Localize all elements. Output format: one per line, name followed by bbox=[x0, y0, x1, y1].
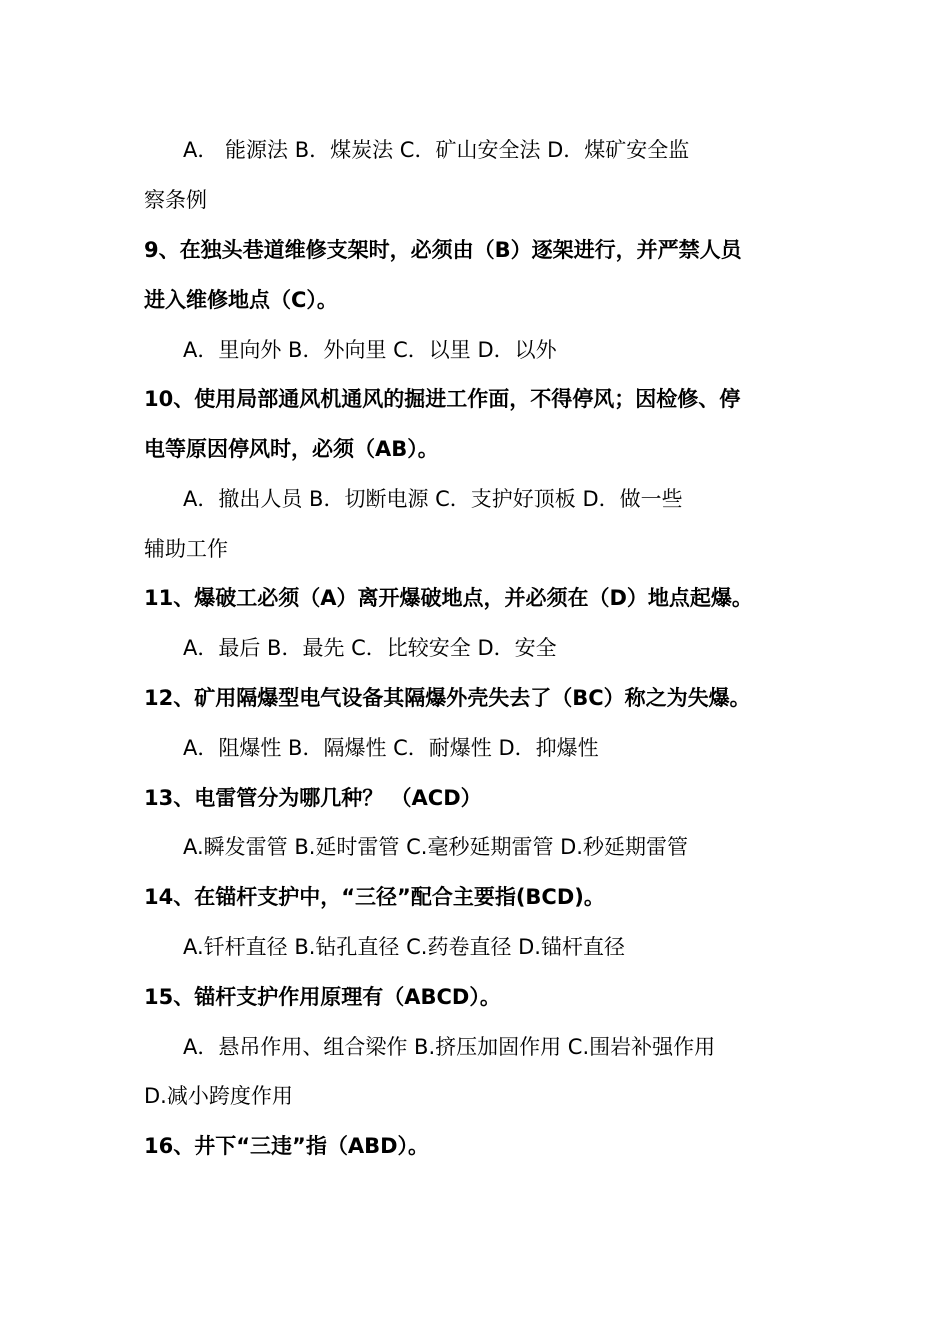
q12-options: A．阻爆性 B．隔爆性 C．耐爆性 D．抑爆性 bbox=[183, 736, 599, 760]
q15-question: 15、锚杆支护作用原理有（ABCD）。 bbox=[144, 985, 501, 1009]
q12-question: 12、矿用隔爆型电气设备其隔爆外壳失去了（BC）称之为失爆。 bbox=[144, 686, 751, 710]
q16-question: 16、井下“三违”指（ABD）。 bbox=[144, 1134, 430, 1158]
q9-question-continuation: 进入维修地点（C）。 bbox=[144, 288, 338, 312]
q10-question-continuation: 电等原因停风时，必须（AB）。 bbox=[144, 437, 439, 461]
q15-options-continuation: D.减小跨度作用 bbox=[144, 1084, 293, 1108]
q14-question: 14、在锚杆支护中，“三径”配合主要指(BCD)。 bbox=[144, 885, 605, 909]
q15-options: A．悬吊作用、组合梁作 B.挤压加固作用 C.围岩补强作用 bbox=[183, 1035, 716, 1059]
q10-options: A．撤出人员 B．切断电源 C．支护好顶板 D．做一些 bbox=[183, 487, 683, 511]
q8-options: A． 能源法 B．煤炭法 C．矿山安全法 D．煤矿安全监 bbox=[183, 138, 690, 162]
q11-options: A．最后 B．最先 C．比较安全 D．安全 bbox=[183, 636, 557, 660]
q13-options: A.瞬发雷管 B.延时雷管 C.毫秒延期雷管 D.秒延期雷管 bbox=[183, 835, 688, 859]
q8-options-continuation: 察条例 bbox=[144, 188, 207, 212]
q14-options: A.钎杆直径 B.钻孔直径 C.药卷直径 D.锚杆直径 bbox=[183, 935, 625, 959]
q9-options: A．里向外 B．外向里 C．以里 D．以外 bbox=[183, 338, 557, 362]
q10-options-continuation: 辅助工作 bbox=[144, 537, 228, 561]
q13-question: 13、电雷管分为哪几种？ （ACD） bbox=[144, 786, 482, 810]
q11-question: 11、爆破工必须（A）离开爆破地点，并必须在（D）地点起爆。 bbox=[144, 586, 753, 610]
q10-question: 10、使用局部通风机通风的掘进工作面，不得停风；因检修、停 bbox=[144, 387, 741, 411]
q9-question: 9、在独头巷道维修支架时，必须由（B）逐架进行，并严禁人员 bbox=[144, 238, 742, 262]
